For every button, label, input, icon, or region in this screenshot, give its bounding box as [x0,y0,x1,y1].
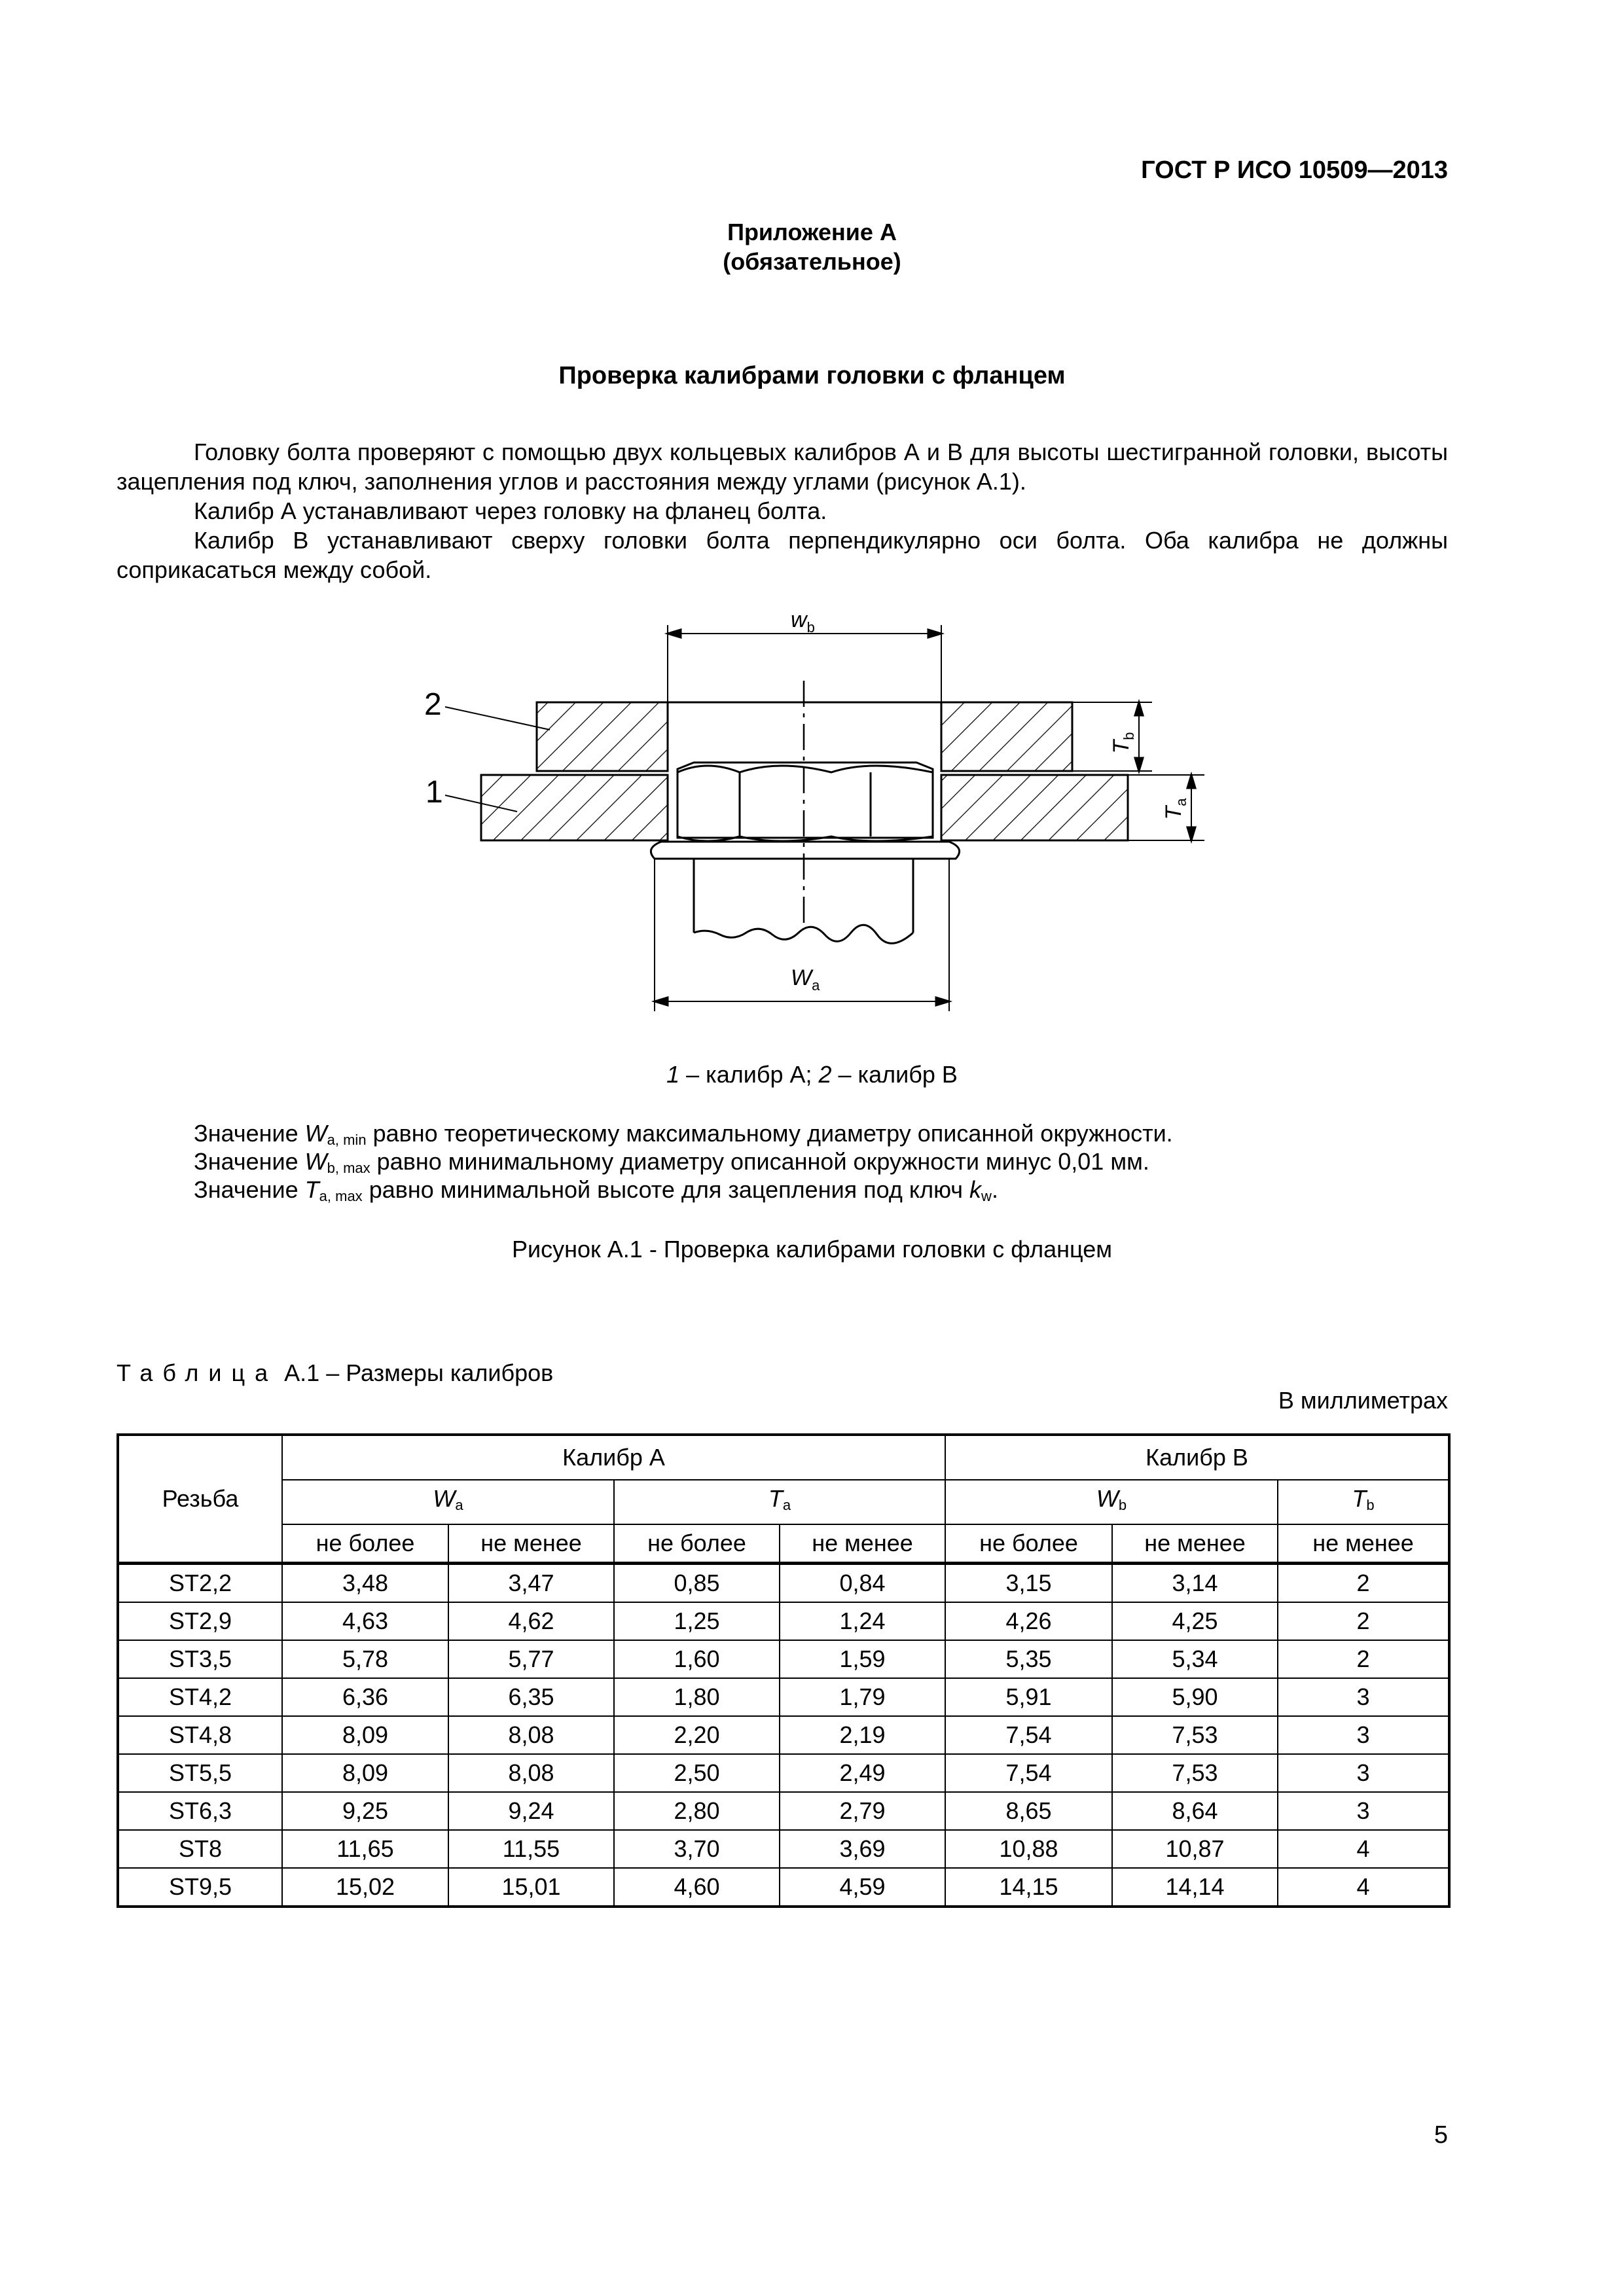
header-ta: $T_a$ [614,1480,945,1524]
table-cell: 11,65 [282,1830,448,1868]
table-cell: 2,49 [780,1754,945,1792]
paragraph-3: Калибр В устанавливают сверху головки болта перпендикулярно оси болта. Оба калибра не должны соприкасаться между собой. [117,527,1448,583]
flange [651,842,959,859]
header-gauge-b: Калибр В [945,1435,1449,1480]
gauge-b-right [941,702,1072,771]
table-cell: 1,24 [780,1602,945,1640]
table-cell: 3,69 [780,1830,945,1868]
table-cell: 0,84 [780,1564,945,1603]
header-gauge-a: Калибр А [282,1435,945,1480]
header-thread: Резьба [118,1435,282,1564]
table-cell: 2,80 [614,1792,780,1830]
table-cell: 5,78 [282,1640,448,1678]
table-cell: 1,60 [614,1640,780,1678]
table-cell: 3,14 [1112,1564,1278,1603]
table-cell: 1,25 [614,1602,780,1640]
table-cell: ST6,3 [118,1792,282,1830]
table-cell: ST9,5 [118,1868,282,1907]
table-cell: ST4,8 [118,1716,282,1754]
table-cell: 7,53 [1112,1716,1278,1754]
header-wa-min: не менее [448,1524,614,1564]
table-cell: 14,15 [945,1868,1112,1907]
table-cell: 1,79 [780,1678,945,1716]
table-cell: 8,64 [1112,1792,1278,1830]
table-cell: 7,54 [945,1716,1112,1754]
table-cell: 2 [1278,1640,1449,1678]
paragraph-1: Головку болта проверяют с помощью двух кольцевых калибров А и В для высоты шестигранной головки, высоты зацепления под ключ, заполнения углов и расстояния между углами (рисунок А.1). [117,439,1448,495]
table-cell: 1,80 [614,1678,780,1716]
figure-caption: Рисунок А.1 - Проверка калибрами головки с фланцем [512,1236,1112,1263]
page-number: 5 [1434,2121,1448,2149]
table-cell: 5,90 [1112,1678,1278,1716]
gauge-check-figure [0,0,1624,1047]
table-cell: 4,59 [780,1868,945,1907]
table-cell: 8,08 [448,1754,614,1792]
table-cell: 5,34 [1112,1640,1278,1678]
table-cell: 3 [1278,1678,1449,1716]
gauge-a-right [941,775,1128,840]
table-row [118,1564,1449,1603]
header-wb-min: не менее [1112,1524,1278,1564]
gauge-a-left [481,775,668,840]
table-cell: 2,79 [780,1792,945,1830]
table-cell: 9,25 [282,1792,448,1830]
table-cell: 3,70 [614,1830,780,1868]
table-cell: 8,09 [282,1754,448,1792]
table-row [118,1640,1449,1678]
table-cell: 6,35 [448,1678,614,1716]
table-cell: 2 [1278,1602,1449,1640]
table-cell: 15,01 [448,1868,614,1907]
table-cell: 2,50 [614,1754,780,1792]
table-cell: 3,47 [448,1564,614,1603]
table-cell: 7,53 [1112,1754,1278,1792]
annex-status: (обязательное) [723,248,901,275]
table-row [118,1678,1449,1716]
table-cell: 2,19 [780,1716,945,1754]
table-cell: 3 [1278,1792,1449,1830]
header-wb-max: не более [945,1524,1112,1564]
header-tb-min: не менее [1278,1524,1449,1564]
label-wa: $W_a$ [791,965,820,994]
table-cell: 3 [1278,1716,1449,1754]
table-cell: 9,24 [448,1792,614,1830]
table-cell: 11,55 [448,1830,614,1868]
gauge-dimensions-table [117,1433,1451,1908]
table-row [118,1792,1449,1830]
annex-title: Приложение А [727,219,897,245]
label-gauge-b-number: 2 [424,687,442,722]
table-cell: 4,62 [448,1602,614,1640]
table-cell: 4,25 [1112,1602,1278,1640]
note-wa-min: Значение $W_{a, min}$ равно теоретическому максимальному диаметру описанной окружности. [194,1120,1173,1148]
table-cell: 0,85 [614,1564,780,1603]
table-cell: ST8 [118,1830,282,1868]
header-tb: $T_b$ [1278,1480,1449,1524]
table-row [118,1716,1449,1754]
label-ta: $T_a$ [1161,798,1189,820]
table-cell: ST2,2 [118,1564,282,1603]
table-cell: 6,36 [282,1678,448,1716]
table-cell: 15,02 [282,1868,448,1907]
table-cell: ST4,2 [118,1678,282,1716]
table-cell: 8,65 [945,1792,1112,1830]
header-wa: $W_a$ [282,1480,614,1524]
figure-legend: 1 – калибр А; 2 – калибр В [666,1061,958,1088]
table-cell: 8,09 [282,1716,448,1754]
table-cell: 2 [1278,1564,1449,1603]
table-row [118,1754,1449,1792]
table-cell: 14,14 [1112,1868,1278,1907]
paragraph-2: Калибр А устанавливают через головку на фланец болта. [194,497,827,524]
section-title: Проверка калибрами головки с фланцем [558,362,1066,389]
table-cell: 4 [1278,1830,1449,1868]
header-wa-max: не более [282,1524,448,1564]
header-ta-max: не более [614,1524,780,1564]
table-cell: 3 [1278,1754,1449,1792]
table-cell: 3,48 [282,1564,448,1603]
table-cell: 10,88 [945,1830,1112,1868]
table-cell: ST2,9 [118,1602,282,1640]
table-cell: ST5,5 [118,1754,282,1792]
table-cell: 5,91 [945,1678,1112,1716]
table-title: Таблица А.1 – Размеры калибров [117,1359,554,1386]
note-wb-max: Значение $W_{b, max}$ равно минимальному диаметру описанной окружности минус 0,01 мм. [194,1148,1149,1176]
table-row [118,1830,1449,1868]
header-ta-min: не менее [780,1524,945,1564]
table-cell: 3,15 [945,1564,1112,1603]
table-cell: 4,60 [614,1868,780,1907]
table-cell: 8,08 [448,1716,614,1754]
hex-head [677,762,933,838]
table-cell: ST3,5 [118,1640,282,1678]
header-wb: $W_b$ [945,1480,1278,1524]
table-cell: 5,77 [448,1640,614,1678]
gauge-b-left [537,702,668,771]
table-cell: 4,26 [945,1602,1112,1640]
table-cell: 4,63 [282,1602,448,1640]
document-id: ГОСТ Р ИСО 10509—2013 [1141,156,1448,184]
table-cell: 5,35 [945,1640,1112,1678]
label-tb: $T_b$ [1109,732,1137,754]
table-cell: 10,87 [1112,1830,1278,1868]
note-ta-max: Значение $T_{a, max}$ равно минимальной высоте для зацепления под ключ $k_w$. [194,1176,998,1204]
table-row [118,1602,1449,1640]
table-cell: 2,20 [614,1716,780,1754]
table-cell: 4 [1278,1868,1449,1907]
label-wb: $w_b$ [791,607,815,636]
table-row [118,1868,1449,1907]
table-cell: 1,59 [780,1640,945,1678]
table-units: В миллиметрах [1278,1387,1448,1414]
table-cell: 7,54 [945,1754,1112,1792]
label-gauge-a-number: 1 [425,775,443,810]
